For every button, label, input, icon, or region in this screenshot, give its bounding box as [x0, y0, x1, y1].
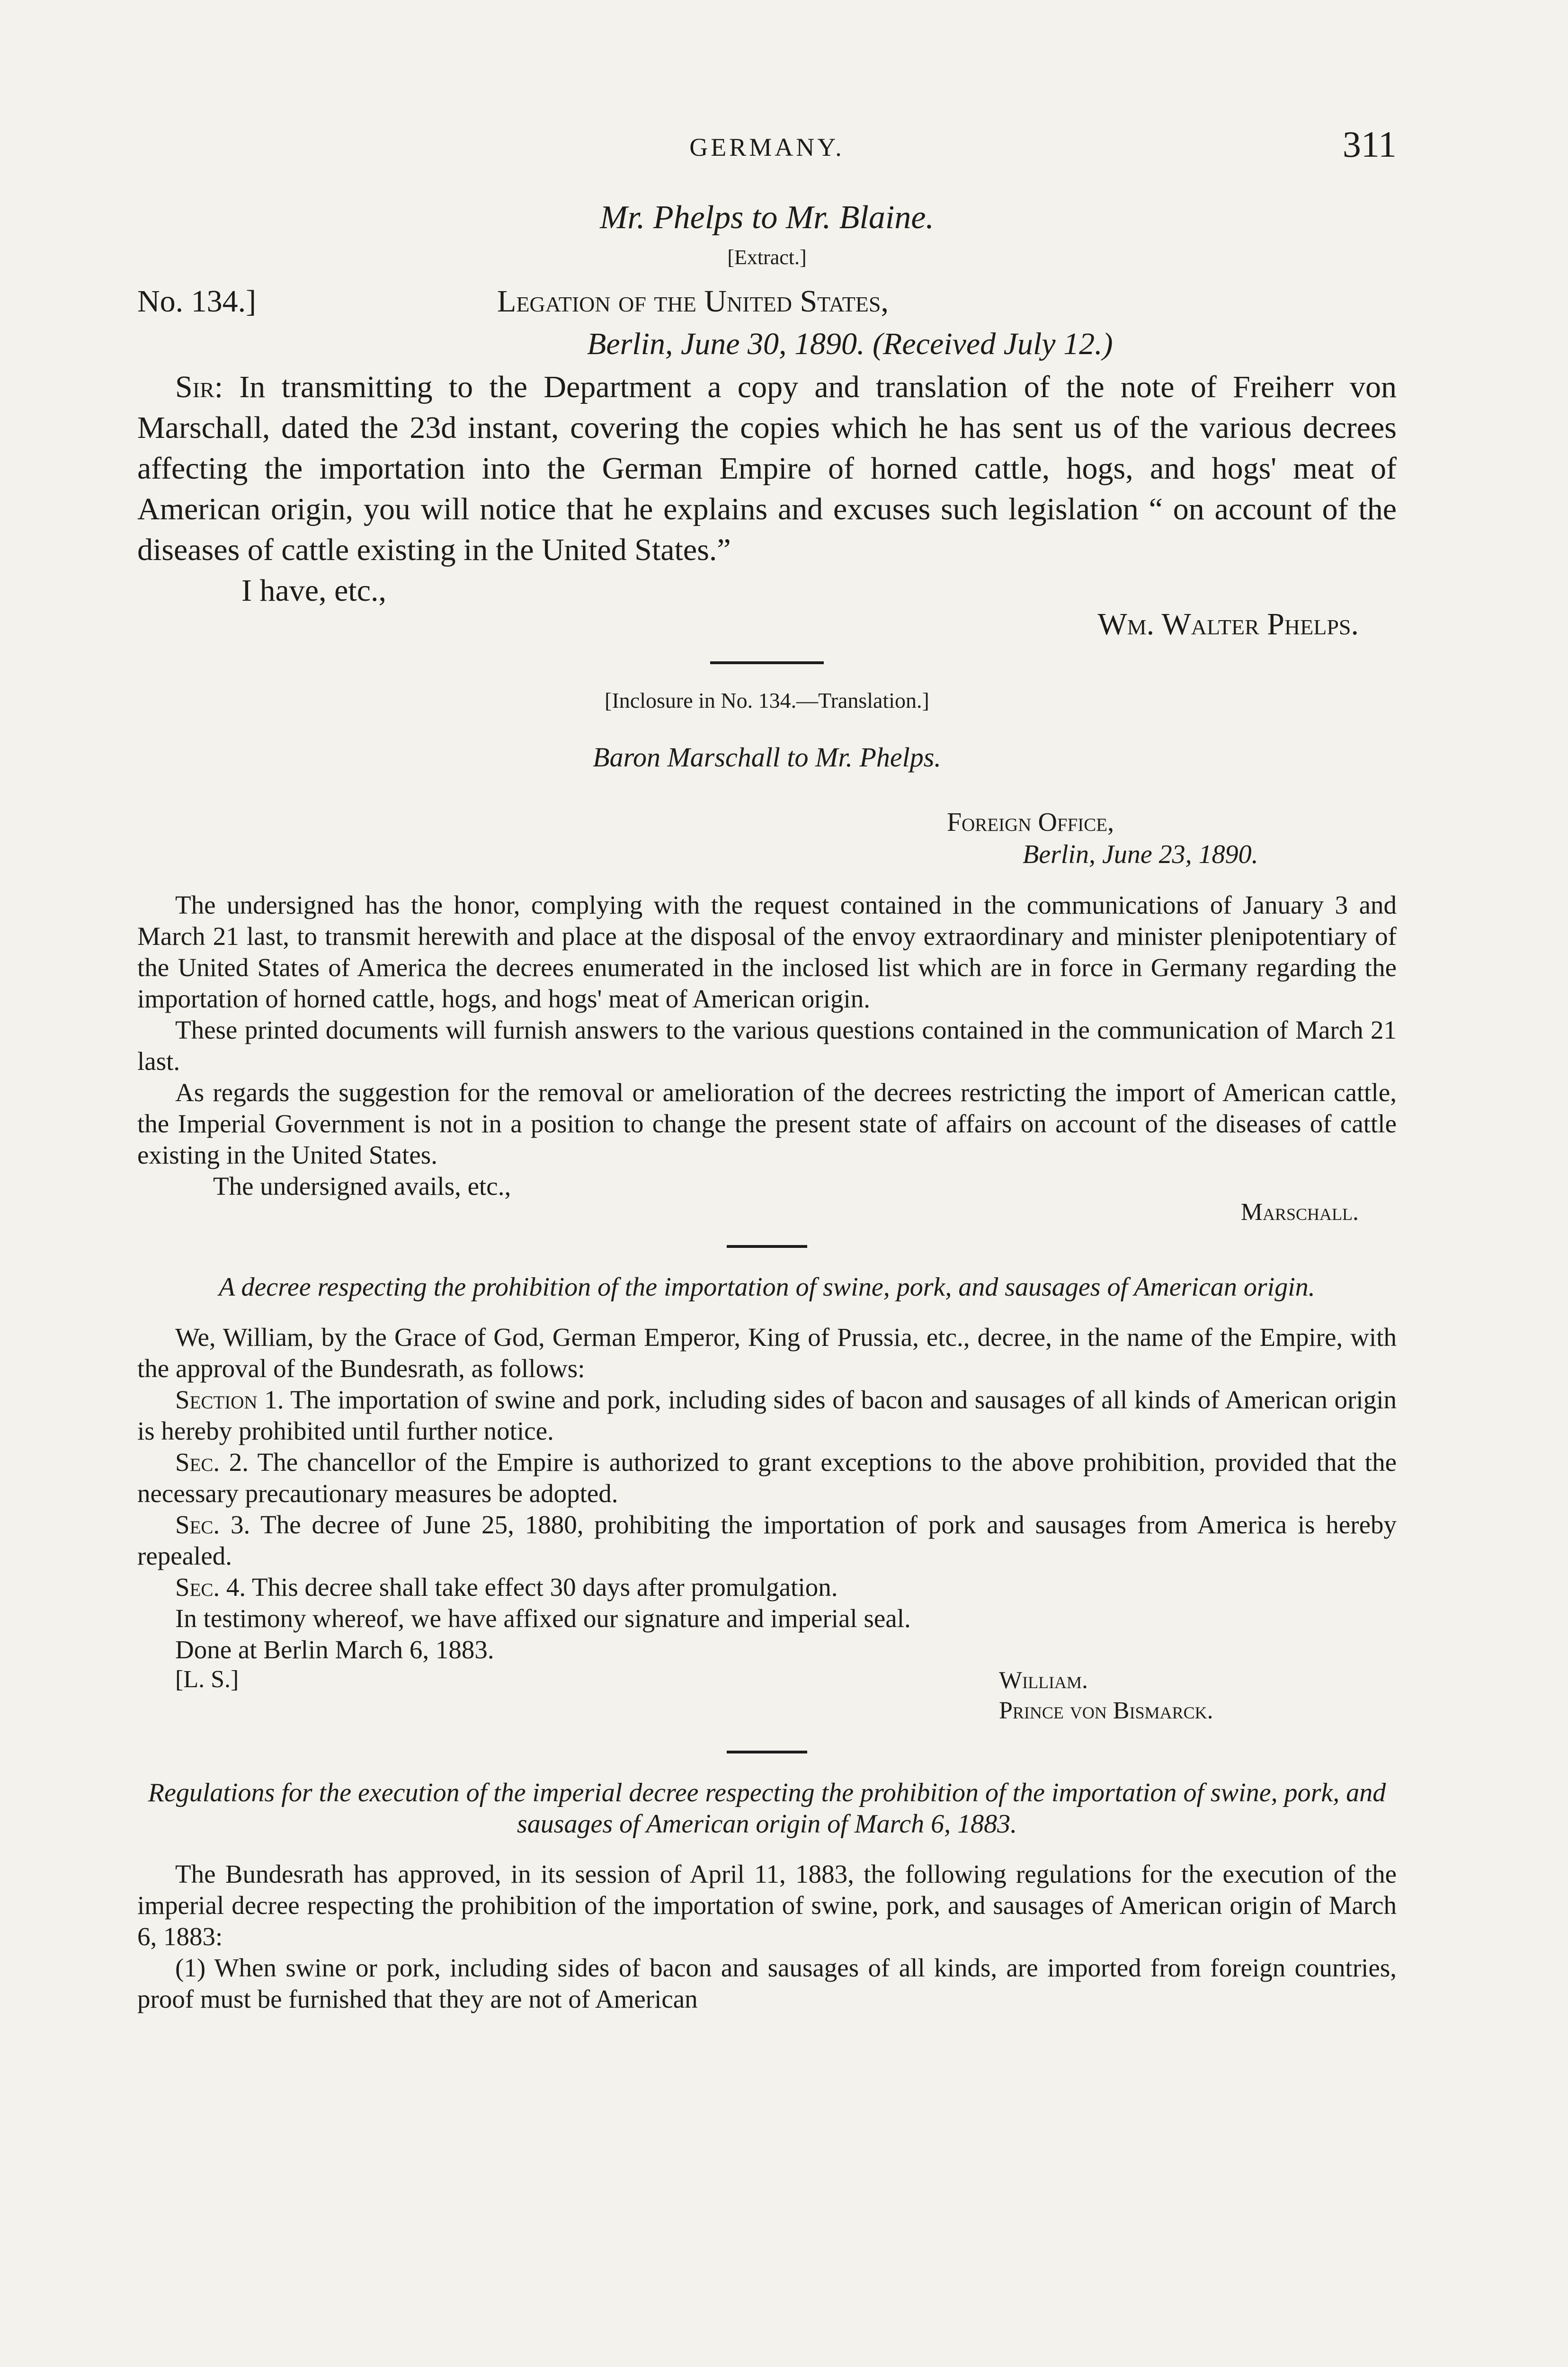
salutation: Sir: [175, 370, 223, 404]
section-text: The importation of swine and pork, including sides of bacon and sausages of all kinds of American origin is hereby prohibited until further notice. [137, 1385, 1397, 1445]
decree-signers [999, 1665, 1213, 1726]
section-divider [710, 661, 824, 664]
office-name: Foreign Office, [947, 808, 1114, 837]
regulations-intro: The Bundesrath has approved, in its session of April 11, 1883, the following regulations for the execution of the imperial decree respecting the prohibition of the importation of swine, pork, and sausages of American origin of March 6, 1883: [137, 1860, 1397, 1951]
signer-chancellor: Prince von Bismarck. [999, 1697, 1213, 1724]
section-divider [727, 1245, 807, 1248]
inclosure-paragraph: The undersigned has the honor, complying with the request contained in the communications of January 3 and March 21 last, to transmit herewith and place at the disposal of the envoy extraordinary and minister plenipotentiary of the United States of America the decrees enumerated in the inclosed list which are in force in Germany regarding the importation of horned cattle, hogs, and hogs' meat of American origin. [137, 890, 1397, 1013]
inclosure-note: [Inclosure in No. 134.—Translation.] [605, 688, 929, 712]
letter-body-text: In transmitting to the Department a copy and translation of the note of Freiherr von Marschall, dated the 23d instant, covering the copies which he has sent us of the various decrees affecting the importation into the German Empire of horned cattle, hogs, and hogs' meat of American origin, you will notice that he explains and excuses such legislation “ on account of the diseases of cattle existing in the United States.” [137, 370, 1397, 567]
inclosure-paragraph: As regards the suggestion for the removal or amelioration of the decrees restricting the import of American cattle, the Imperial Government is not in a position to change the present state of affairs on account of the diseases of cattle existing in the United States. [137, 1078, 1397, 1169]
section-text: The chancellor of the Empire is authorized to grant exceptions to the above prohibition, provided that the necessary precautionary measures be adopted. [137, 1448, 1397, 1508]
section-text: This decree shall take effect 30 days after promulgation. [251, 1573, 838, 1602]
inclosure-closing: The undersigned avails, etc., [213, 1172, 511, 1201]
office-date: Berlin, June 23, 1890. [1023, 840, 1258, 869]
decree-testimony: In testimony whereof, we have affixed our signature and imperial seal. [175, 1604, 911, 1633]
section-label: Sec. 3. [175, 1510, 250, 1539]
decree-done: Done at Berlin March 6, 1883. [175, 1635, 494, 1664]
inclosure-signature: Marschall. [1240, 1199, 1359, 1226]
decree-section [137, 1384, 1397, 1447]
legation-heading: Legation of the United States, [497, 284, 889, 319]
letter-closing: I have, etc., [241, 573, 386, 608]
dispatch-number: No. 134.] [137, 284, 257, 319]
page-header [137, 123, 1397, 185]
seal-mark: [L. S.] [175, 1666, 239, 1693]
decree-section [137, 1447, 1397, 1509]
section-label: Sec. 4. [175, 1573, 246, 1602]
regulations-item: (1) When swine or pork, including sides of bacon and sausages of all kinds, are imported from foreign countries, proof must be furnished that they are not of American [137, 1953, 1397, 2013]
decree-signature-block [137, 1665, 1397, 1732]
section-text: The decree of June 25, 1880, prohibiting the importation of pork and sausages from America is hereby repealed. [137, 1510, 1397, 1570]
signer-emperor: William. [999, 1667, 1088, 1694]
letter-body [137, 367, 1397, 570]
section-divider [727, 1751, 807, 1753]
letter-dateline: Berlin, June 30, 1890. (Received July 12.) [587, 327, 1113, 361]
section-label: Sec. 2. [175, 1448, 249, 1477]
address-row [137, 284, 1397, 326]
decree-section [137, 1509, 1397, 1572]
decree-section [137, 1572, 1397, 1603]
document-page [137, 123, 1397, 2367]
inclosure-paragraph: These printed documents will furnish answers to the various questions contained in the communication of March 21 last. [137, 1015, 1397, 1076]
decree-preamble: We, William, by the Grace of God, German Emperor, King of Prussia, etc., decree, in the name of the Empire, with the approval of the Bundesrath, as follows: [137, 1323, 1397, 1383]
letter-signature: Wm. Walter Phelps. [1097, 607, 1359, 641]
extract-note: [Extract.] [727, 246, 807, 269]
section-label: Section 1. [175, 1385, 284, 1414]
office-block [947, 806, 1397, 871]
regulations-title: Regulations for the execution of the imperial decree respecting the prohibition of the importation of swine, pork, and sausages of American origin of March 6, 1883. [148, 1778, 1386, 1839]
letter-title: Mr. Phelps to Mr. Blaine. [600, 199, 934, 236]
running-head: GERMANY. [689, 133, 845, 161]
page-number: 311 [1342, 124, 1397, 165]
decree-title: A decree respecting the prohibition of the importation of swine, pork, and sausages of American origin. [219, 1272, 1315, 1302]
inclosure-title: Baron Marschall to Mr. Phelps. [593, 742, 941, 773]
